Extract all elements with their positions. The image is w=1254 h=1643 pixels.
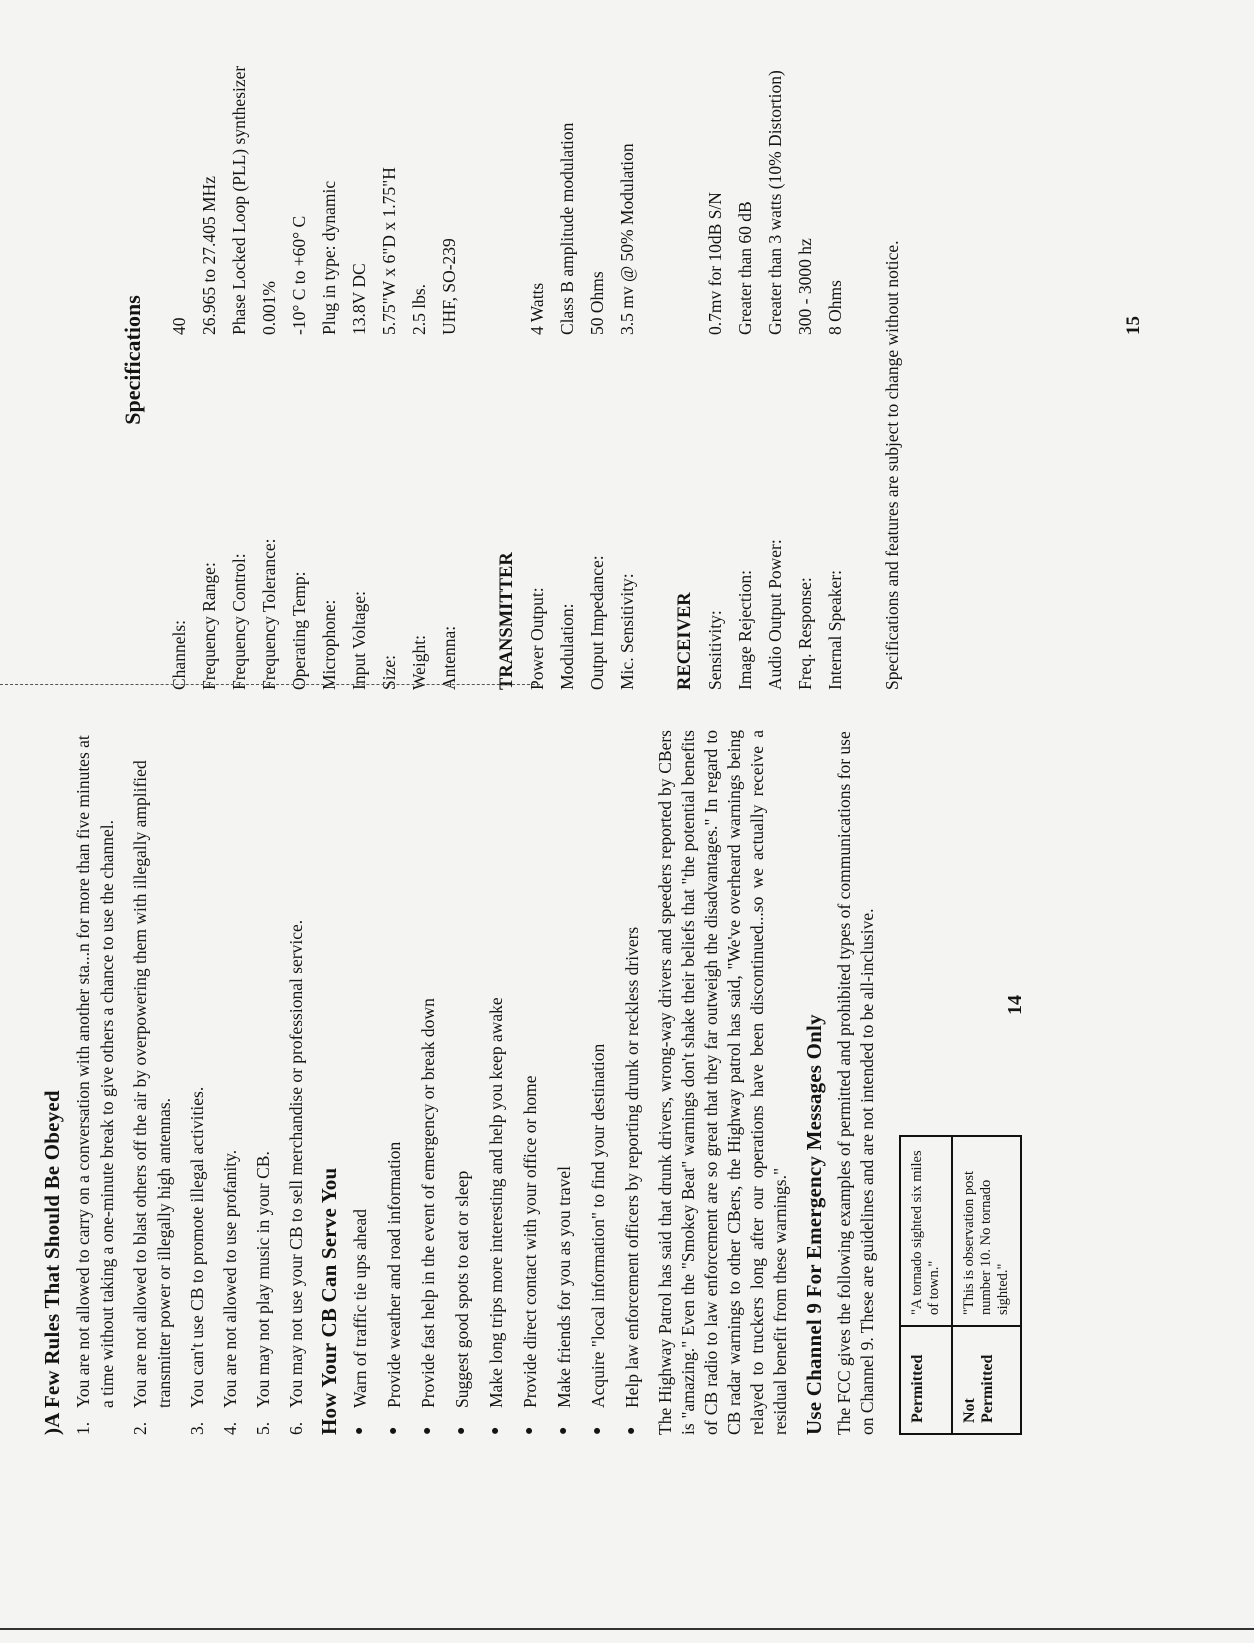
specifications-title: Specifications	[120, 295, 145, 425]
spec-row	[284, 30, 314, 690]
spec-value: 3.5 mv @ 50% Modulation	[617, 143, 637, 335]
transmitter-heading: TRANSMITTER	[497, 552, 517, 690]
spec-value: -10° C to +60° C	[289, 215, 309, 335]
rule-number: 5.	[253, 1421, 273, 1435]
spec-row	[820, 30, 850, 690]
bullet-icon: ●	[556, 1426, 571, 1435]
rule-text: You are not allowed to blast others off the air by overpowering them with illegally amplified transmitter power or illegally high antennas.	[130, 760, 174, 1408]
spec-value: 13.8V DC	[349, 263, 369, 335]
serve-list	[348, 730, 644, 1435]
serve-item	[484, 730, 508, 1435]
bullet-icon: ●	[522, 1426, 537, 1435]
serve-item-text: Suggest good spots to eat or sleep	[452, 1170, 472, 1408]
example-label: Permitted	[900, 1326, 952, 1434]
spec-label: Size:	[379, 655, 399, 690]
spec-row	[224, 30, 254, 690]
spec-value: 40	[169, 317, 189, 335]
spec-label: Output Impedance:	[587, 555, 607, 690]
rule-item	[128, 730, 176, 1435]
serve-item-text: Provide fast help in the event of emergency or break down	[418, 998, 438, 1408]
rule-number: 4.	[220, 1421, 240, 1435]
rule-text: You may not use your CB to sell merchandise or professional service.	[286, 919, 306, 1408]
spec-row	[700, 30, 730, 690]
rule-item	[251, 730, 275, 1435]
spec-label: Weight:	[409, 635, 429, 690]
page-15	[120, 30, 1120, 690]
spec-row	[582, 30, 612, 690]
spec-value: 50 Ohms	[587, 271, 607, 335]
spec-general-table	[164, 30, 464, 690]
bullet-icon: ●	[352, 1426, 367, 1435]
spec-label: Frequency Range:	[199, 562, 219, 690]
spec-label: Channels:	[169, 620, 189, 690]
spec-value: Class B amplitude modulation	[557, 122, 577, 335]
rule-item	[218, 730, 242, 1435]
bullet-icon: ●	[420, 1426, 435, 1435]
spec-value: 5.75"W x 6"D x 1.75"H	[379, 167, 399, 335]
channel9-paragraph: The FCC gives the following examples of permitted and prohibited types of communications for use on Channel 9. These are guidelines and are not intended to be all-inclusive.	[834, 731, 877, 1435]
serve-item	[416, 730, 440, 1435]
channel9-heading: Use Channel 9 For Emergency Messages Only	[802, 1014, 826, 1435]
fold-line	[0, 684, 540, 685]
spec-label: Frequency Control:	[229, 553, 249, 690]
spec-value: 26.965 to 27.405 MHz	[199, 176, 219, 335]
spec-label: Modulation:	[557, 603, 577, 690]
spec-value: 0.001%	[259, 281, 279, 335]
spec-row	[194, 30, 224, 690]
example-quote: "This is observation post number 10. No tornado sighted."	[952, 1136, 1021, 1326]
rule-text: You are not allowed to carry on a conversation with another sta...n for more than five minutes at a time without taking a one-minute break to give others a chance to use the channel.	[73, 735, 117, 1408]
serve-item	[450, 730, 474, 1435]
rule-number: 2.	[130, 1421, 150, 1435]
serve-item	[382, 730, 406, 1435]
spec-value: 300 - 3000 hz	[795, 238, 815, 335]
bullet-icon: ●	[454, 1426, 469, 1435]
rules-heading: )A Few Rules That Should Be Obeyed	[40, 1090, 64, 1435]
spec-transmitter-table	[522, 30, 642, 690]
spec-row	[434, 30, 464, 690]
spec-row	[522, 30, 552, 690]
spec-disclaimer: Specifications and features are subject to change without notice.	[882, 240, 902, 690]
serve-item	[348, 730, 372, 1435]
spec-row	[314, 30, 344, 690]
spec-label: Image Rejection:	[735, 569, 755, 690]
spec-row	[344, 30, 374, 690]
spec-value: Greater than 3 watts (10% Distortion)	[765, 70, 785, 335]
rule-item	[185, 730, 209, 1435]
serve-item-text: Provide direct contact with your office or home	[520, 1075, 540, 1408]
bullet-icon: ●	[590, 1426, 605, 1435]
page-number-14: 14	[1004, 995, 1026, 1015]
spec-value: UHF, SO-239	[439, 238, 459, 335]
spec-label: Frequency Tolerance:	[259, 538, 279, 690]
spec-label: Mic. Sensitivity:	[617, 573, 637, 690]
spec-label: Freq. Response:	[795, 577, 815, 690]
rules-list	[71, 730, 308, 1435]
spec-label: Microphone:	[319, 599, 339, 690]
example-row	[952, 1136, 1021, 1434]
bottom-edge-line	[0, 1628, 1254, 1630]
rule-number: 1.	[73, 1421, 93, 1435]
spec-label: Antenna:	[439, 625, 459, 690]
spec-row	[254, 30, 284, 690]
spec-label: Internal Speaker:	[825, 569, 845, 690]
example-row	[900, 1136, 952, 1434]
spec-row	[730, 30, 760, 690]
spec-value: Plug in type: dynamic	[319, 180, 339, 335]
spec-value: 2.5 lbs.	[409, 283, 429, 335]
spec-row	[404, 30, 434, 690]
spec-value: 0.7mv for 10dB S/N	[705, 192, 725, 335]
page-14	[40, 730, 1030, 1435]
rule-text: You are not allowed to use profanity.	[220, 1149, 240, 1408]
spec-row	[374, 30, 404, 690]
spec-label: Sensitivity:	[705, 610, 725, 690]
serve-item-text: Make long trips more interesting and help you keep awake	[486, 997, 506, 1408]
spec-label: Audio Output Power:	[765, 539, 785, 690]
bullet-icon: ●	[386, 1426, 401, 1435]
rule-text: You can't use CB to promote illegal activities.	[187, 1086, 207, 1408]
bullet-icon: ●	[488, 1426, 503, 1435]
channel9-examples-table	[899, 1135, 1022, 1435]
rule-item	[284, 730, 308, 1435]
spec-label: Input Voltage:	[349, 590, 369, 690]
rule-number: 6.	[286, 1421, 306, 1435]
bullet-icon: ●	[624, 1426, 639, 1435]
spec-row	[612, 30, 642, 690]
serve-item-text: Provide weather and road information	[384, 1141, 404, 1408]
page-number-15: 15	[1123, 316, 1144, 335]
serve-item-text: Acquire "local information" to find your destination	[588, 1043, 608, 1408]
serve-item-text: Help law enforcement officers by reporting drunk or reckless drivers	[622, 926, 642, 1408]
rule-number: 3.	[187, 1421, 207, 1435]
receiver-heading: RECEIVER	[675, 592, 695, 690]
spec-value: Phase Locked Loop (PLL) synthesizer	[229, 65, 249, 335]
highway-patrol-paragraph: The Highway Patrol has said that drunk drivers, wrong-way drivers and speeders reported by CBers is "amazing." Even the "Smokey Beat" warnings don't shake their beliefs that "the potential benefits of CB radio to law enforcement are so great that they far outweigh the disadvantages." In regard to CB radar warnings to other CBers, the Highway patrol has said, "We've overheard warnings being relayed to truckers long after our operations have been discontinued...so we actually receive a residual benefit from these warnings."	[655, 730, 790, 1435]
serve-item	[518, 730, 542, 1435]
example-label: Not Permitted	[952, 1326, 1021, 1434]
serve-item	[552, 730, 576, 1435]
serve-item	[586, 730, 610, 1435]
spec-row	[552, 30, 582, 690]
example-quote: "A tornado sighted six miles of town."	[900, 1136, 952, 1326]
spec-row	[760, 30, 790, 690]
serve-heading: How Your CB Can Serve You	[317, 1167, 341, 1435]
spec-row	[164, 30, 194, 690]
serve-item-text: Make friends for you as you travel	[554, 1165, 574, 1408]
rule-item	[71, 730, 119, 1435]
spec-row	[790, 30, 820, 690]
serve-item	[620, 730, 644, 1435]
spec-receiver-table	[700, 30, 850, 690]
spec-value: Greater than 60 dB	[735, 201, 755, 335]
rule-text: You may not play music in your CB.	[253, 1151, 273, 1408]
spec-value: 8 Ohms	[825, 280, 845, 335]
spec-label: Power Output:	[527, 587, 547, 690]
serve-item-text: Warn of traffic tie ups ahead	[350, 1209, 370, 1408]
spec-value: 4 Watts	[527, 282, 547, 335]
spec-label: Operating Temp:	[289, 571, 309, 690]
